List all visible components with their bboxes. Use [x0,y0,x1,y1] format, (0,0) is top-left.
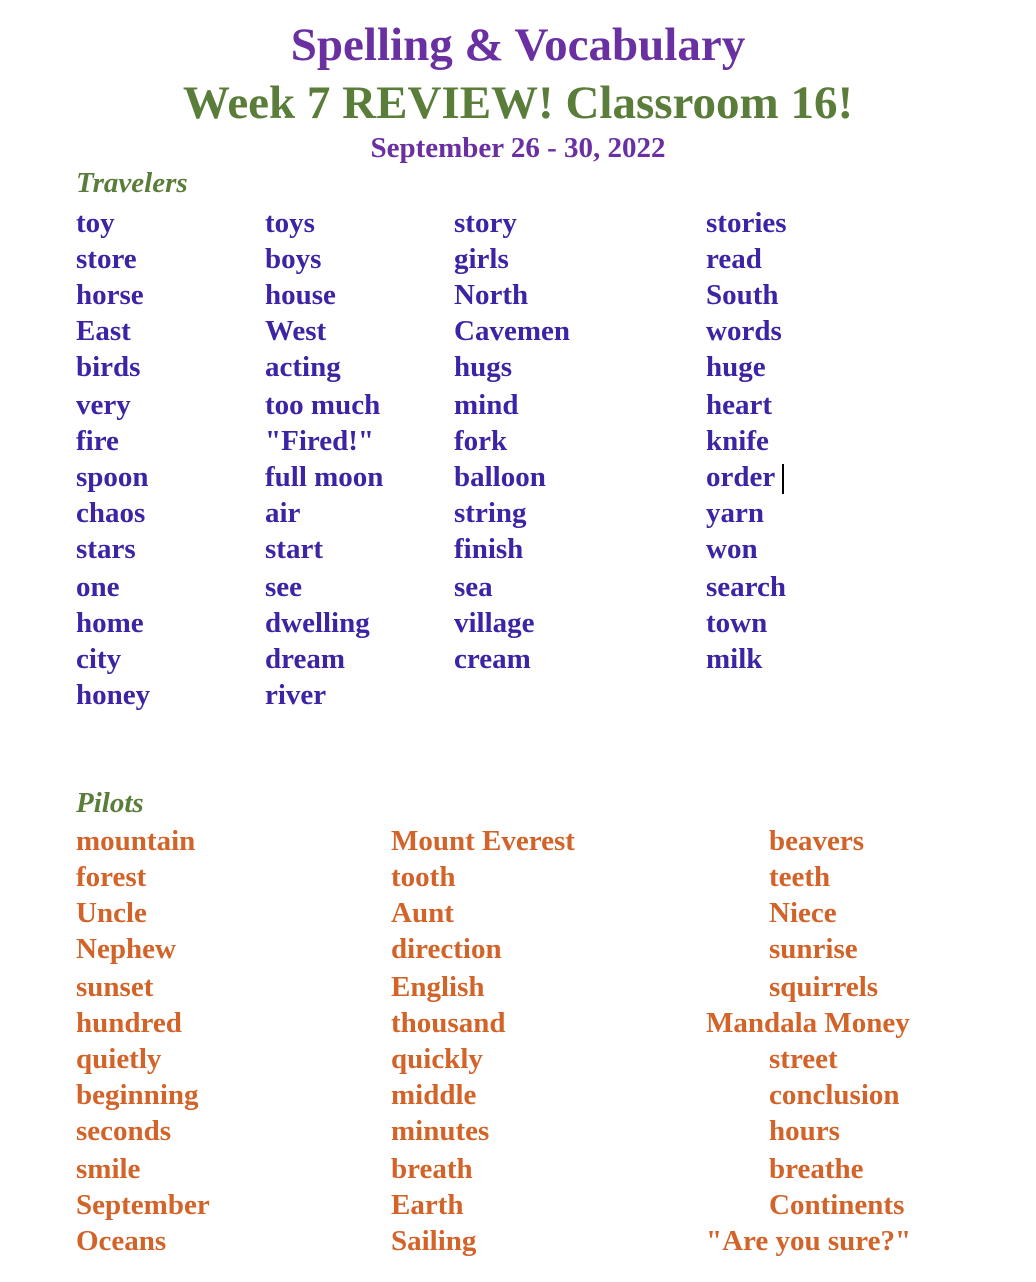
pilots-word: Sailing [391,1225,477,1257]
pilots-word: beginning [76,1079,199,1111]
travelers-word: order [706,461,776,493]
travelers-word: home [76,607,144,639]
page-subtitle: Week 7 REVIEW! Classroom 16! [182,77,854,129]
pilots-word: teeth [769,861,831,893]
pilots-word: English [391,971,485,1003]
travelers-word: stories [706,207,787,239]
travelers-word: story [454,207,517,239]
pilots-word: Mount Everest [391,825,575,857]
travelers-word: birds [76,351,141,383]
pilots-word: middle [391,1079,477,1111]
travelers-word: house [265,279,336,311]
pilots-word: tooth [391,861,456,893]
travelers-word: search [706,571,787,603]
travelers-word: cream [454,643,531,675]
pilots-word: street [769,1043,838,1075]
travelers-word: honey [76,679,151,711]
travelers-word: dream [265,643,346,675]
pilots-word: thousand [391,1007,506,1039]
pilots-word: mountain [76,825,196,857]
travelers-word: Cavemen [454,315,570,347]
travelers-group-label: Travelers [76,167,188,199]
travelers-word: stars [76,533,136,565]
pilots-word: breathe [769,1153,864,1185]
pilots-word: smile [76,1153,141,1185]
travelers-word: knife [706,425,769,457]
pilots-word: Oceans [76,1225,167,1257]
pilots-word: Uncle [76,897,147,929]
pilots-group-label: Pilots [76,787,144,819]
pilots-word: forest [76,861,147,893]
travelers-word: huge [706,351,766,383]
travelers-word: city [76,643,122,675]
pilots-word: Nephew [76,933,176,965]
travelers-word: see [265,571,303,603]
pilots-word: conclusion [769,1079,900,1111]
travelers-word: words [706,315,782,347]
travelers-word: East [76,315,131,347]
travelers-word: very [76,389,131,421]
travelers-word: dwelling [265,607,370,639]
page-title: Spelling & Vocabulary [290,19,746,71]
travelers-word: boys [265,243,322,275]
pilots-word: Niece [769,897,837,929]
travelers-word: "Fired!" [265,425,374,457]
travelers-word: toy [76,207,115,239]
travelers-word: town [706,607,768,639]
travelers-word: toys [265,207,315,239]
travelers-word: river [265,679,327,711]
pilots-word: hundred [76,1007,182,1039]
pilots-word: squirrels [769,971,879,1003]
travelers-word: balloon [454,461,546,493]
travelers-word: full moon [265,461,384,493]
travelers-word: finish [454,533,524,565]
pilots-word: September [76,1189,210,1221]
travelers-word: read [706,243,762,275]
pilots-word: quickly [391,1043,483,1075]
travelers-word: won [706,533,758,565]
travelers-word: fork [454,425,508,457]
pilots-word: Continents [769,1189,905,1221]
travelers-word: village [454,607,535,639]
travelers-word: South [706,279,779,311]
travelers-word: start [265,533,323,565]
pilots-word: sunset [76,971,154,1003]
travelers-word: heart [706,389,773,421]
pilots-word: quietly [76,1043,162,1075]
travelers-word: too much [265,389,381,421]
travelers-word: acting [265,351,341,383]
pilots-word: direction [391,933,502,965]
pilots-word: Earth [391,1189,464,1221]
travelers-word: store [76,243,137,275]
travelers-word: string [454,497,527,529]
pilots-word: breath [391,1153,473,1185]
pilots-word: sunrise [769,933,858,965]
travelers-word: hugs [454,351,513,383]
travelers-word: air [265,497,301,529]
travelers-word: one [76,571,120,603]
travelers-word: North [454,279,529,311]
pilots-word: Mandala Money [706,1007,910,1039]
date-range: September 26 - 30, 2022 [370,132,666,164]
pilots-word: seconds [76,1115,172,1147]
travelers-word: spoon [76,461,149,493]
travelers-word: horse [76,279,144,311]
travelers-word: girls [454,243,509,275]
travelers-word: West [265,315,327,347]
travelers-word: milk [706,643,763,675]
travelers-word: yarn [706,497,764,529]
travelers-word: chaos [76,497,146,529]
pilots-word: hours [769,1115,840,1147]
travelers-word: sea [454,571,493,603]
text-cursor [782,464,784,494]
pilots-word: Aunt [391,897,454,929]
travelers-word: fire [76,425,119,457]
pilots-word: beavers [769,825,865,857]
pilots-word: minutes [391,1115,490,1147]
travelers-word: mind [454,389,519,421]
pilots-word: "Are you sure?" [706,1225,912,1257]
